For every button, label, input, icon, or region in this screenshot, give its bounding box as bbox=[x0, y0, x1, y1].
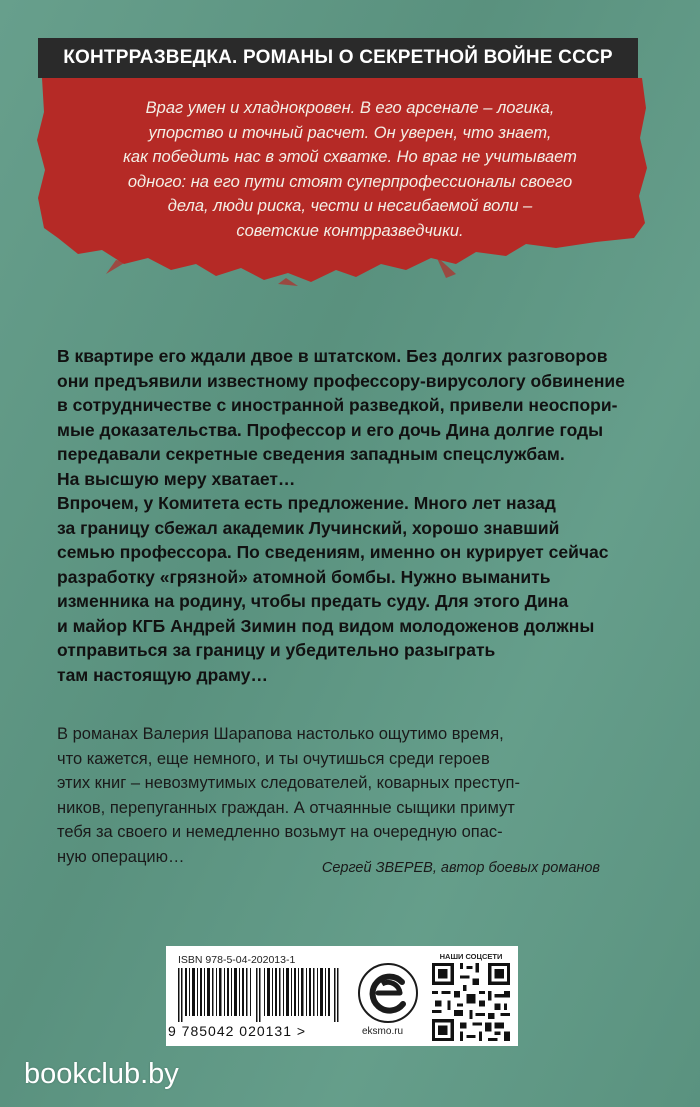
synopsis-line: разработку «грязной» атомной бомбы. Нужно выманить bbox=[57, 566, 551, 587]
review-line: что кажется, еще немного, и ты очутишься среди героев bbox=[57, 749, 490, 768]
blurb bbox=[70, 96, 630, 243]
synopsis-line: за границу сбежал академик Лучинский, хорошо знавший bbox=[57, 517, 560, 538]
review-line: ников, перепуганных граждан. А отчаянные сыщики примут bbox=[57, 798, 515, 817]
blurb-line: дела, люди риска, чести и несгибаемой воли – bbox=[167, 197, 533, 215]
qr-code-icon bbox=[432, 963, 510, 1041]
synopsis-line: и майор КГБ Андрей Зимин под видом молодоженов должны bbox=[57, 615, 595, 636]
review-line: ную операцию… bbox=[57, 847, 185, 866]
blurb-line: одного: на его пути стоят суперпрофессионалы своего bbox=[127, 172, 573, 191]
synopsis-line: семью профессора. По сведениям, именно он курирует сейчас bbox=[57, 542, 609, 562]
blurb-line: советские контрразведчики. bbox=[236, 221, 464, 240]
social-label: НАШИ СОЦСЕТИ bbox=[439, 952, 503, 961]
review-line: этих книг – невозмутимых следователей, коварных преступ- bbox=[57, 774, 520, 792]
review-quote bbox=[57, 722, 607, 869]
synopsis-line: Впрочем, у Комитета есть предложение. Много лет назад bbox=[57, 493, 556, 513]
series-title-band bbox=[38, 38, 638, 78]
isbn: ISBN 978-5-04-202013-1 bbox=[178, 954, 296, 966]
synopsis bbox=[57, 344, 647, 687]
series-title: КОНТРРАЗВЕДКА. РОМАНЫ О СЕКРЕТНОЙ ВОЙНЕ СССР bbox=[63, 47, 613, 68]
synopsis-line: в сотрудничестве с иностранной разведкой, привели неоспори- bbox=[57, 395, 618, 415]
synopsis-line: отправиться за границу и убедительно разыграть bbox=[57, 640, 496, 660]
blurb-line: как победить нас в этой схватке. Но враг не учитывает bbox=[123, 148, 577, 166]
eksmo-logo-icon bbox=[356, 962, 420, 1024]
barcode-icon bbox=[176, 968, 346, 1022]
watermark: bookclub.by bbox=[24, 1058, 179, 1090]
synopsis-line: они предъявили известному профессору-вирусологу обвинение bbox=[57, 370, 625, 391]
blurb-line: Враг умен и хладнокровен. В его арсенале – логика, bbox=[145, 99, 555, 117]
barcode-panel bbox=[166, 946, 518, 1046]
review-line: тебя за своего и немедленно возьмут на очередную опас- bbox=[57, 823, 503, 841]
publisher-site: eksmo.ru bbox=[362, 1026, 404, 1037]
synopsis-line: В квартире его ждали двое в штатском. Без долгих разговоров bbox=[57, 346, 608, 366]
synopsis-line: мые доказательства. Профессор и его дочь Дина долгие годы bbox=[57, 419, 604, 440]
barcode-digits: 9 785042 020131 > bbox=[168, 1023, 307, 1039]
synopsis-line: изменника на родину, чтобы предать суду. Для этого Дина bbox=[57, 591, 569, 611]
review-author: Сергей ЗВЕРЕВ, автор боевых романов bbox=[321, 860, 600, 876]
synopsis-line: передавали секретные сведения западным спецслужбам. bbox=[57, 444, 565, 464]
blurb-line: упорство и точный расчет. Он уверен, что знает, bbox=[148, 123, 552, 142]
review-line: В романах Валерия Шарапова настолько ощутимо время, bbox=[57, 725, 504, 743]
synopsis-line: На высшую меру хватает… bbox=[57, 468, 296, 489]
synopsis-line: там настоящую драму… bbox=[57, 664, 268, 685]
